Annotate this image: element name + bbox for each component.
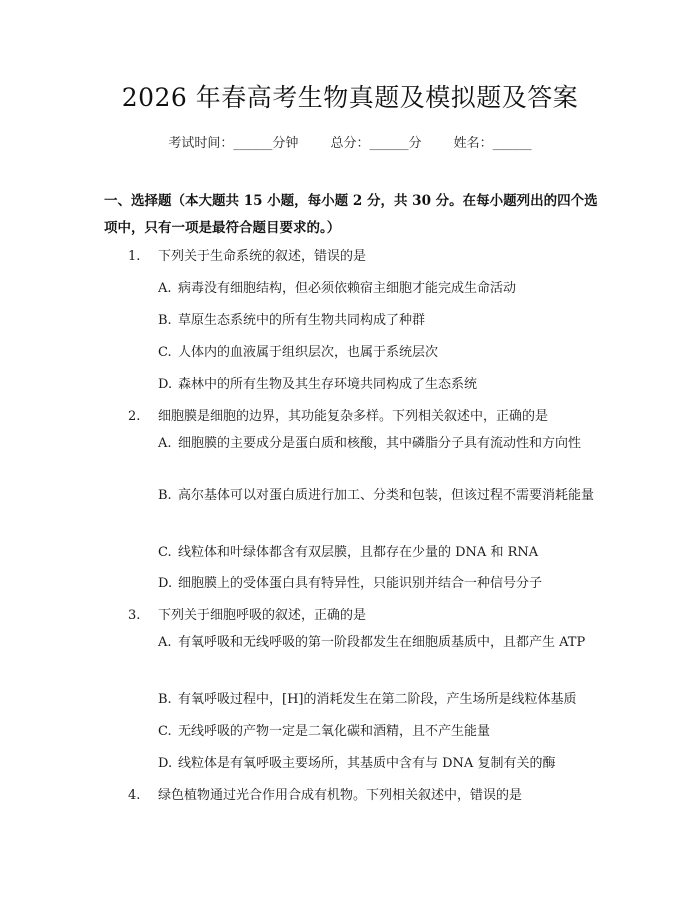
option-text: 线粒体是有氧呼吸主要场所，其基质中含有与 DNA 复制有关的酶 <box>178 756 556 771</box>
option-letter: C. <box>158 345 172 360</box>
option-letter: A. <box>158 635 172 650</box>
option-letter: B. <box>158 488 172 503</box>
option-text: 线粒体和叶绿体都含有双层膜，且都存在少量的 DNA 和 RNA <box>178 545 539 560</box>
option-text: 病毒没有细胞结构，但必须依赖宿主细胞才能完成生命活动 <box>178 281 517 296</box>
option-text: 细胞膜的主要成分是蛋白质和核酸，其中磷脂分子具有流动性和方向性 <box>178 436 582 451</box>
option-text: 人体内的血液属于组织层次，也属于系统层次 <box>178 345 439 360</box>
section-heading: 一、选择题（本大题共 15 小题，每小题 2 分，共 30 分。在每小题列出的四个选项中，只有一项是最符合题目要求的。） <box>104 193 598 236</box>
question-3-option-b <box>158 688 576 707</box>
option-letter: C. <box>158 724 172 739</box>
option-letter: A. <box>158 281 172 296</box>
option-letter: B. <box>158 692 172 707</box>
total-score-field: 总分：______分 <box>330 136 422 151</box>
question-3-option-a <box>104 631 604 654</box>
question-1-option-a <box>158 277 516 296</box>
question-number: 3. <box>128 608 141 623</box>
option-letter: D. <box>158 377 173 392</box>
question-1-option-b <box>158 309 425 328</box>
exam-info-line <box>0 132 700 151</box>
option-letter: C. <box>158 545 172 560</box>
option-text: 无线呼吸的产物一定是二氧化碳和酒精，且不产生能量 <box>178 724 491 739</box>
question-2 <box>128 405 548 424</box>
question-stem: 下列关于细胞呼吸的叙述，正确的是 <box>158 608 367 623</box>
question-number: 4. <box>128 788 141 803</box>
option-letter: D. <box>158 756 173 771</box>
question-1-option-c <box>158 341 438 360</box>
exam-time-field: 考试时间：______分钟 <box>168 136 299 151</box>
option-text: 森林中的所有生物及其生存环境共同构成了生态系统 <box>178 377 478 392</box>
question-number: 1. <box>128 249 141 264</box>
question-1-option-d <box>158 373 477 392</box>
question-3-option-d <box>158 752 555 771</box>
question-2-option-c <box>158 541 538 560</box>
option-letter: B. <box>158 313 172 328</box>
question-3-option-c <box>158 720 490 739</box>
option-text: 有氧呼吸过程中，[H]的消耗发生在第二阶段，产生场所是线粒体基质 <box>178 692 577 707</box>
question-stem: 下列关于生命系统的叙述，错误的是 <box>158 249 367 264</box>
option-letter: D. <box>158 576 173 591</box>
student-name-field: 姓名：______ <box>453 136 532 151</box>
page-title: 2026 年春高考生物真题及模拟题及答案 <box>121 83 579 112</box>
question-2-option-b <box>104 484 604 507</box>
option-text: 草原生态系统中的所有生物共同构成了种群 <box>178 313 426 328</box>
option-letter: A. <box>158 436 172 451</box>
question-3 <box>128 604 366 623</box>
question-stem: 绿色植物通过光合作用合成有机物。下列相关叙述中，错误的是 <box>158 788 523 803</box>
question-2-option-a <box>104 432 604 455</box>
option-text: 细胞膜上的受体蛋白具有特异性，只能识别并结合一种信号分子 <box>178 576 543 591</box>
question-number: 2. <box>128 409 141 424</box>
question-1 <box>128 245 366 264</box>
question-4 <box>128 784 522 803</box>
option-text: 高尔基体可以对蛋白质进行加工、分类和包装，但该过程不需要消耗能量 <box>178 488 595 503</box>
option-text: 有氧呼吸和无线呼吸的第一阶段都发生在细胞质基质中，且都产生 ATP <box>178 635 586 650</box>
question-stem: 细胞膜是细胞的边界，其功能复杂多样。下列相关叙述中，正确的是 <box>158 409 549 424</box>
question-2-option-d <box>158 572 542 591</box>
